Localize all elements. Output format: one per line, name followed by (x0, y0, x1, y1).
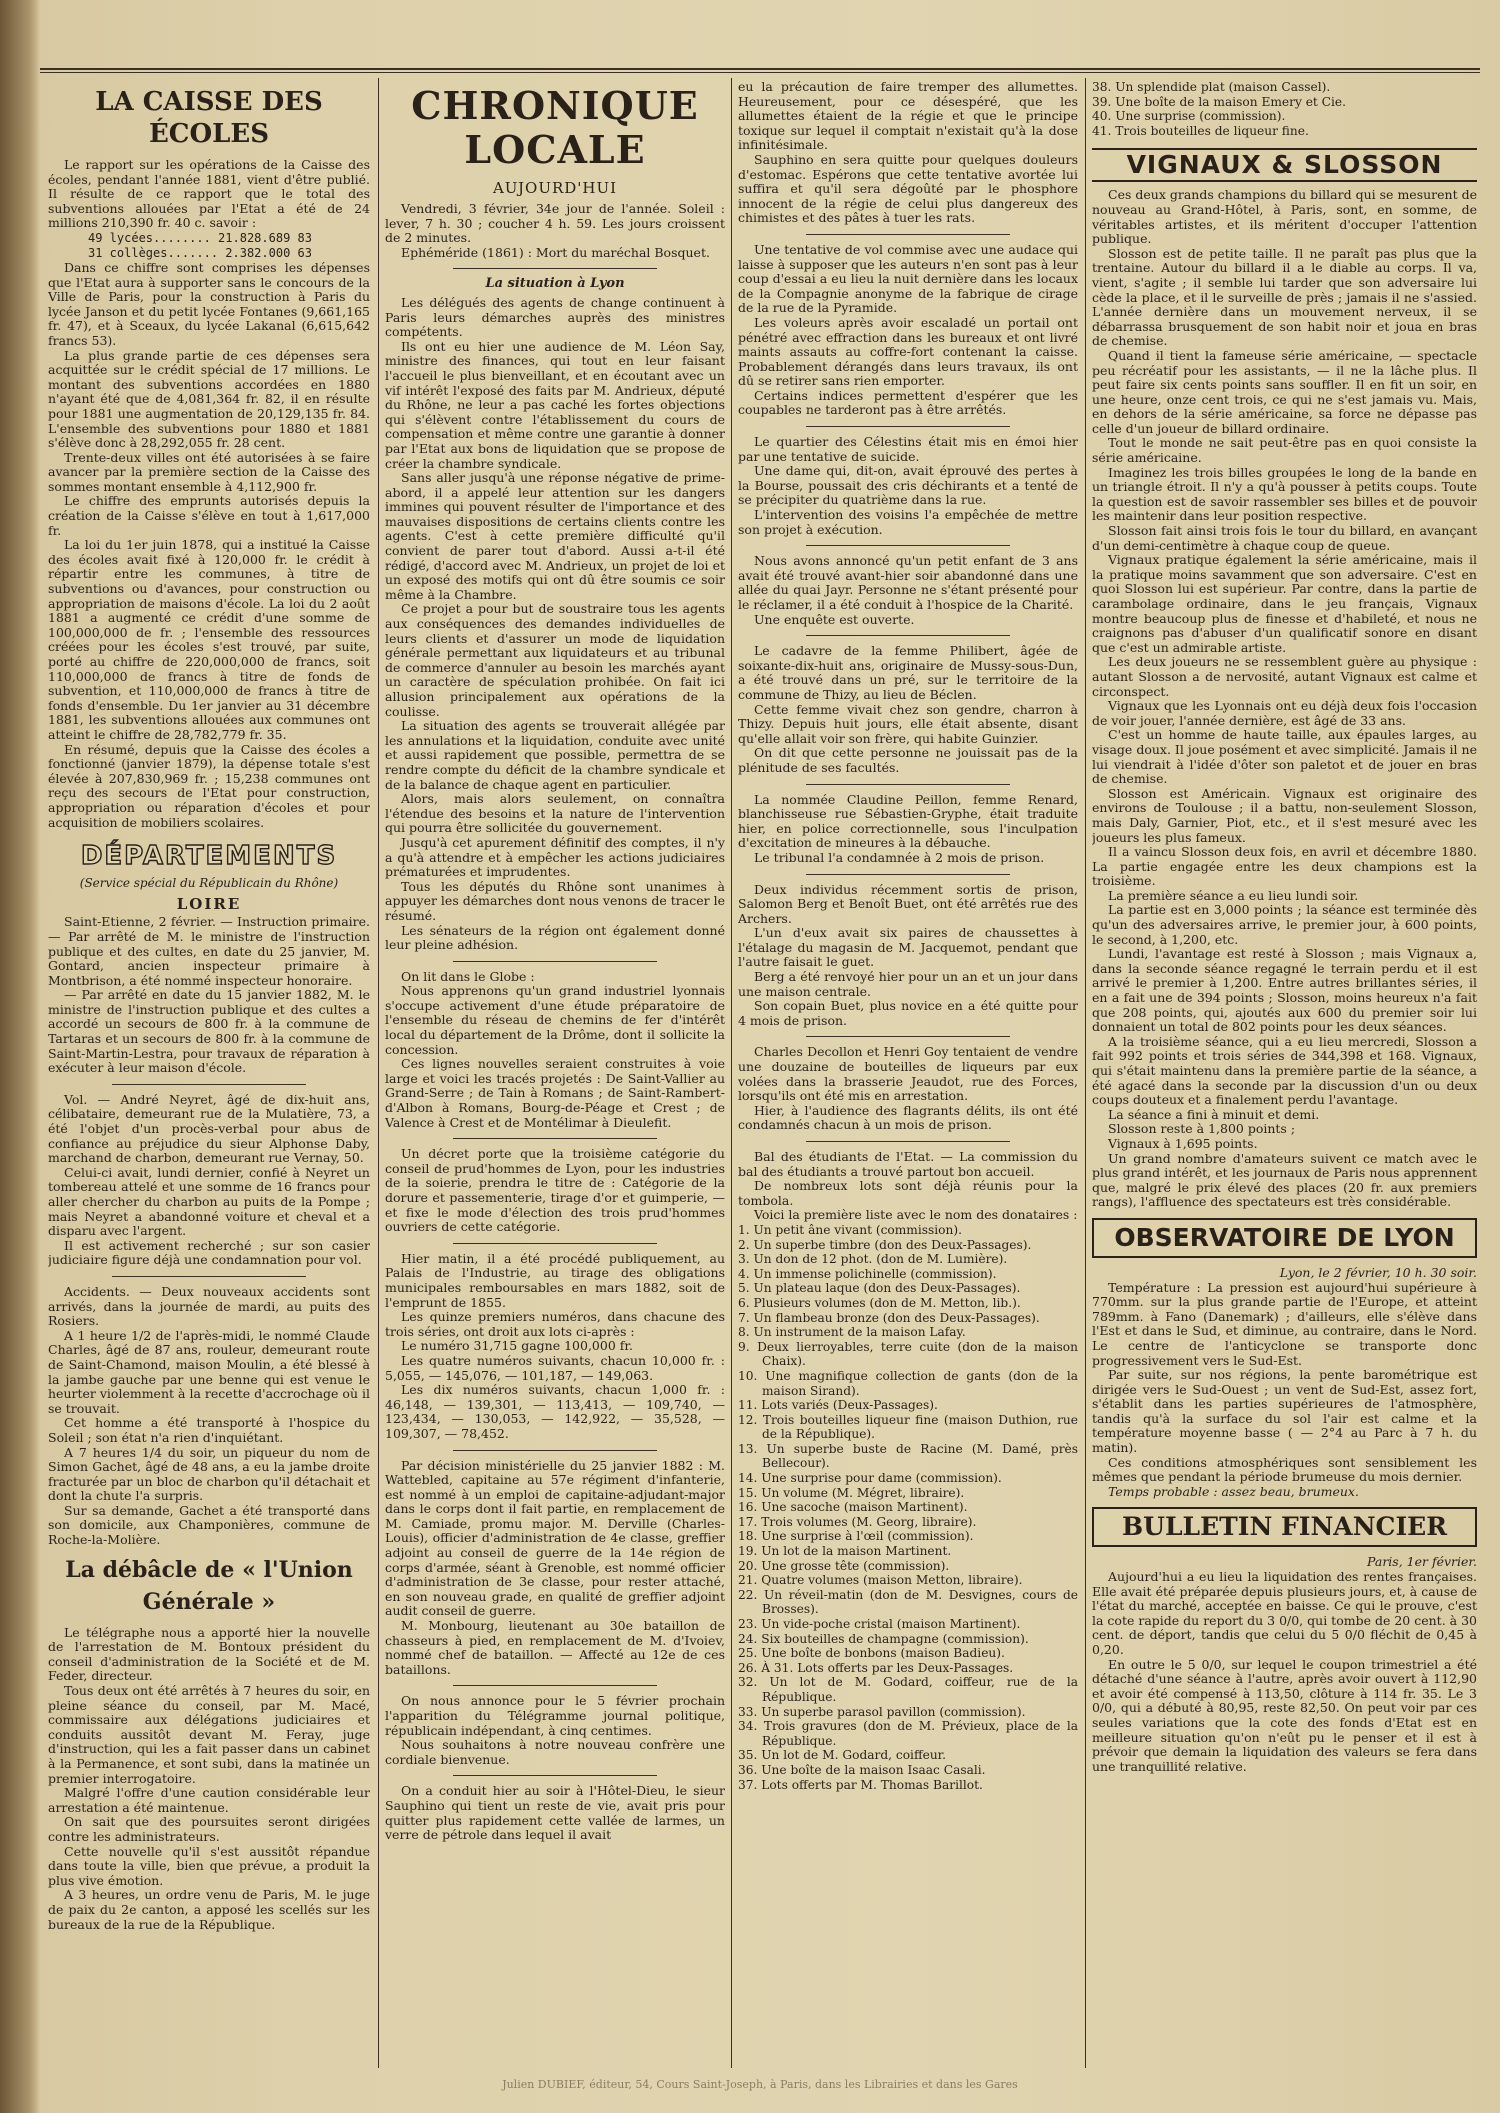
list-item: 41. Trois bouteilles de liqueur fine. (1092, 123, 1309, 138)
separator (806, 1141, 1010, 1142)
list-item: 22. Un réveil-matin (don de M. Desvignes, cours de Brosses). (738, 1587, 1078, 1617)
article-paragraph: A 1 heure 1/2 de l'après-midi, le nommé Claude Charles, âgé de 87 ans, rouleur, demeurant route de Saint-Chamond, maison Moulin, a été blessé à la jambe gauche par une benne qui est venue le heurter violemment à la recette d'accrochage où il se trouvait. (48, 1327, 370, 1416)
list-item: 21. Quatre volumes (maison Metton, libraire). (738, 1573, 1023, 1588)
observatoire-headline: OBSERVATOIRE DE LYON (1092, 1218, 1477, 1258)
article-paragraph: Berg a été renvoyé hier pour un an et un jour dans une maison centrale. (738, 969, 1078, 999)
article-paragraph: Ils ont eu hier une audience de M. Léon Say, ministre des finances, qui tout en leur faisant l'accueil le plus bienveillant, et en écoutant avec un vif intérêt l'exposé des faits par M. Andrieux, député du Rhône, ne leur a pas caché les fortes objections qui s'élèvent contre l'établissement du cours de compensation et même contre une garantie à donner par l'Etat aux bons de liquidation que se propose de créer la chambre syndicale. (385, 338, 725, 471)
article-paragraph: Imaginez les trois billes groupées le long de la bande en un triangle étroit. Il n'y a qu'à pousser à petits coups. Toute la question est de savoir rassembler ses billes et de pouvoir les maintenir dans leur position respective. (1092, 464, 1477, 524)
list-item: 12. Trois bouteilles liqueur fine (maison Duthion, rue de la République). (738, 1412, 1078, 1442)
article-paragraph: Les deux joueurs ne se ressemblent guère au physique : autant Slosson a de nervosité, autant Vignaux est calme et circonspect. (1092, 654, 1477, 699)
list-item: 36. Une boîte de la maison Isaac Casali. (738, 1762, 986, 1777)
list-item: 14. Une surprise pour dame (commission). (738, 1471, 1002, 1486)
article-paragraph: On a conduit hier au soir à l'Hôtel-Dieu, le sieur Sauphino qui tient un reste de vie, avait pris pour quitter plus rapidement cette vallée de larmes, un verre de pétrole dans lequel il avait (385, 1783, 725, 1843)
list-item: 34. Trois gravures (don de M. Prévieux, place de la République. (738, 1719, 1078, 1748)
list-item: 6. Plusieurs volumes (don de M. Metton, lib.). (738, 1295, 1021, 1310)
article-paragraph: Dans ce chiffre sont comprises les dépenses que l'Etat aura à supporter sans le concours de la Ville de Paris, pour la construction à Paris du lycée Janson et du petit lycée Fontanes (9,661,165 fr. 47), et à Sceaux, du lycée Lakanal (6,615,642 francs 53). (48, 259, 370, 348)
list-item: 5. Un plateau laque (don des Deux-Passages). (738, 1281, 1021, 1296)
article-paragraph: Le chiffre des emprunts autorisés depuis la création de la Caisse s'élève en tout à 1,617,000 fr. (48, 493, 370, 538)
article-paragraph: Slosson est de petite taille. Il ne paraît pas plus que la trentaine. Autour du billard il a le diable au corps. Il va, vient, s'agite ; il semble lui tarder que son adversaire lui cède la place, et il le surveille de près ; jamais il ne s'assied. L'année dernière dans un mouvement nerveux, il se débarrassa brusquement de son habit noir et joua en bras de chemise. (1092, 245, 1477, 349)
list-item: 7. Un flambeau bronze (don des Deux-Passages). (738, 1310, 1040, 1325)
article-paragraph: Nous souhaitons à notre nouveau confrère une cordiale bienvenue. (385, 1737, 725, 1767)
article-paragraph: Les voleurs après avoir escaladé un portail ont pénétré avec effraction dans les bureaux et ont livré maints assauts au coffre-fort contenant la caisse. Probablement dérangés dans leurs travaux, ils ont dû se retirer sans rien emporter. (738, 314, 1078, 389)
article-paragraph: On lit dans le Globe : (401, 968, 535, 984)
list-item: 18. Une surprise à l'œil (commission). (738, 1529, 974, 1544)
article-paragraph: En résumé, depuis que la Caisse des écoles a fonctionné (janvier 1879), la dépense totale s'est élevée à 207,830,969 fr. ; 15,238 communes ont reçu des secours de l'Etat pour construction, appropriation ou réparation d'écoles et pour acquisition de mobiliers scolaires. (48, 741, 370, 830)
article-paragraph: La partie est en 3,000 points ; la séance est terminée dès qu'un des adversaires arrive, le premier jour, à 600 points, le second, à 1,200, etc. (1092, 902, 1477, 947)
article-paragraph: Alors, mais alors seulement, on connaîtra l'étendue des besoins et la nature de l'intervention qui pourra être sollicitée du gouvernement. (385, 791, 725, 836)
column-1 (48, 80, 370, 2070)
separator (112, 1276, 305, 1277)
list-item: 2. Un superbe timbre (don des Deux-Passages). (738, 1237, 1032, 1252)
bulletin-headline: BULLETIN FINANCIER (1092, 1507, 1477, 1547)
article-paragraph: Charles Decollon et Henri Goy tentaient de vendre une douzaine de bouteilles de liqueurs par eux volées dans la brasserie Jeaudot, rue des Forces, lorsqu'ils ont été mis en arrestation. (738, 1044, 1078, 1104)
list-item: 26. À 31. Lots offerts par les Deux-Passages. (738, 1660, 1014, 1675)
article-paragraph: Sauphino en sera quitte pour quelques douleurs d'estomac. Espérons que cette tentative avortée lui suffira et qu'il sera dégoûté par le phosphore innocent de la régie de celui plus dangereux des chimistes et des pâtes à tuer les rats. (738, 151, 1078, 226)
article-paragraph: On dit que cette personne ne jouissait pas de la plénitude de ses facultés. (738, 745, 1078, 775)
separator (806, 635, 1010, 636)
observatoire-dateline: Lyon, le 2 février, 10 h. 30 soir. (1279, 1264, 1477, 1280)
list-item: 38. Un splendide plat (maison Cassel). (1092, 80, 1331, 94)
list-item: 37. Lots offerts par M. Thomas Barillot. (738, 1777, 983, 1792)
separator (806, 1036, 1010, 1037)
article-paragraph: Les sénateurs de la région ont également donné leur pleine adhésion. (385, 922, 725, 953)
article-paragraph: L'intervention des voisins l'a empêchée de mettre son projet à exécution. (738, 507, 1078, 537)
article-paragraph: Quand il tient la fameuse série américaine, — spectacle peu récréatif pour les assistants, — il ne la lâche plus. Il peut faire six cents points sans souffler. Il en fit un soir, en une heure, onze cent trois, ce qui ne s'est jamais vu. Mais, en dehors de la série américaine, sa force ne dépasse pas celle d'un joueur de billard ordinaire. (1092, 347, 1477, 436)
article-paragraph: Température : La pression est aujourd'hui supérieure à 770mm. sur la plus grande partie de l'Europe, et atteint 789mm. à Fano (Danemark) ; d'ailleurs, elle s'élève dans l'Est et dans le Sud, et diminue, au contraire, dans le Nord. Le centre de l'anticyclone se transporte donc progressivement vers le Sud-Est. (1092, 1279, 1477, 1368)
article-paragraph: Les quatre numéros suivants, chacun 10,000 fr. : 5,055, — 145,076, — 101,187, — 149,063. (385, 1352, 725, 1383)
tombola-list (738, 1223, 1078, 1792)
article-paragraph: Jusqu'à cet apurement définitif des comptes, il n'y a qu'à attendre et à empêcher les actions judiciaires prématurées et imprudentes. (385, 834, 725, 880)
article-paragraph: La loi du 1er juin 1878, qui a institué la Caisse des écoles avait fixé à 120,000 fr. le crédit à répartir entre les communes, à titre de subventions ou d'avances, pour construction ou appropriation de maisons d'école. La loi du 2 août 1881 a augmenté ce crédit d'une somme de 100,000,000 de fr. ; l'ensemble des ressources créées pour les écoles s'est trouvé, par suite, porté au chiffre de 220,000,000 de francs, soit 110,000,000 de francs à titre de fonds de subvention, et 110,000,000 de francs à titre de fonds d'ensemble. Du 1er janvier au 31 décembre 1881, les subventions allouées aux communes ont atteint le chiffre de 28,782,779 fr. 35. (48, 537, 370, 742)
separator (112, 1084, 305, 1085)
article-paragraph: Vendredi, 3 février, 34e jour de l'année. Soleil : lever, 7 h. 30 ; coucher 4 h. 59. Les jours croissent de 2 minutes. (385, 201, 725, 246)
article-paragraph: A la troisième séance, qui a eu lieu mercredi, Slosson a fait 992 points et trois séries de 344,398 et 168. Vignaux, qui s'était maintenu dans la première partie de la séance, a été agacé dans la seconde par la discussion d'un ou deux coups douteux et a finalement perdu l'avantage. (1092, 1033, 1477, 1108)
article-paragraph: Temps probable : assez beau, brumeux. (1108, 1483, 1359, 1499)
lycees-line: 49 lycées........ 21.828.689 83 (88, 230, 312, 245)
article-paragraph: Voici la première liste avec le nom des donataires : (754, 1207, 1078, 1223)
article-paragraph: Hier matin, il a été procédé publiquement, au Palais de l'Industrie, au tirage des obligations municipales remboursables en mars 1882, soit de l'emprunt de 1855. (385, 1250, 725, 1310)
article-paragraph: — Par arrêté en date du 15 janvier 1882, M. le ministre de l'instruction publique et des cultes a accordé un secours de 800 fr. à la commune de Tartaras et un secours de 800 fr. à la commune de Saint-Martin-Lestra, pour travaux de réparation à exécuter à leur maison d'école. (48, 987, 370, 1076)
article-paragraph: Il a vaincu Slosson deux fois, en avril et décembre 1880. La partie engagée entre les deux champions est la troisième. (1092, 844, 1477, 889)
article-paragraph: Il est activement recherché ; sur son casier judiciaire figure déjà une condamnation pour vol. (48, 1237, 370, 1268)
vignaux-headline: VIGNAUX & SLOSSON (1092, 148, 1477, 182)
article-paragraph: Bal des étudiants de l'Etat. — La commission du bal des étudiants a trouvé partout bon accueil. (738, 1149, 1078, 1179)
tombola-list-continued (1092, 80, 1477, 138)
article-paragraph: En outre le 5 0/0, sur lequel le coupon trimestriel a été détaché d'une séance à l'autre, après avoir ouvert à 112,90 et avoir été compensé à 113,50, clôture à 114 fr. 35. Le 3 0/0, qui a débuté à 80,95, reste 82,50. On peut voir par ces seules variations que la cote des fonds d'Etat est en meilleure situation qu'on n'eût pu le penser et il est à prévoir que demain la liquidation des valeurs se fera dans une tranquillité relative. (1092, 1656, 1477, 1774)
article-paragraph: Le rapport sur les opérations de la Caisse des écoles, pendant l'année 1881, vient d'être publié. Il résulte de ce rapport que le total des subventions allouées par l'Etat a été de 24 millions 210,390 fr. 40 c. savoir : (48, 157, 370, 231)
departements-subtitle: (Service spécial du Républicain du Rhône) (79, 876, 339, 891)
article-paragraph: C'est un homme de haute taille, aux épaules larges, au visage doux. Il joue posément et avec simplicité. Jamais il ne lui viendrait à l'idée d'ôter son paletot et de jouer en bras de chemise. (1092, 727, 1477, 787)
article-paragraph: Le cadavre de la femme Philibert, âgée de soixante-dix-huit ans, originaire de Mussy-sous-Dun, a été trouvé dans un pré, sur le territoire de la commune de Thizy, au lieu de Béclen. (738, 643, 1078, 702)
list-item: 24. Six bouteilles de champagne (commission). (738, 1631, 1029, 1646)
separator (806, 874, 1010, 875)
article-paragraph: Par suite, sur nos régions, la pente barométrique est dirigée vers le Sud-Ouest ; un vent de Sud-Est, assez fort, s'établit dans les parties supérieures de l'atmosphère, tandis qu'à la surface du sol l'air est calme et la température moyenne basse ( — 2°4 au Parc à 7 h. du matin). (1092, 1367, 1477, 1456)
article-paragraph: Un grand nombre d'amateurs suivent ce match avec le plus grand intérêt, et les journaux de Paris nous apprennent que, malgré le prix élevé des places (20 fr. aux premiers rangs), l'affluence des spectateurs est très considérable. (1092, 1150, 1477, 1210)
article-paragraph: Vignaux à 1,695 points. (1108, 1135, 1258, 1151)
list-item: 19. Un lot de la maison Martinent. (738, 1544, 952, 1559)
article-paragraph: Deux individus récemment sortis de prison, Salomon Berg et Benoît Buet, ont été arrêtés rue des Archers. (738, 881, 1078, 926)
separator (453, 268, 657, 269)
article-paragraph: La première séance a eu lieu lundi soir. (1108, 887, 1359, 903)
article-paragraph: Cette nouvelle qu'il s'est aussitôt répandue dans toute la ville, bien que prévue, a produit la plus vive émotion. (48, 1843, 370, 1888)
article-paragraph: Cette femme vivait chez son gendre, charron à Thizy. Depuis huit jours, elle était absente, disant qu'elle allait voir son frère, qui habite Guinzier. (738, 701, 1078, 746)
list-item: 17. Trois volumes (M. Georg, libraire). (738, 1514, 977, 1529)
column-4 (1092, 80, 1477, 2070)
article-paragraph: Sur sa demande, Gachet a été transporté dans son domicile, aux Champonières, commune de Roche-la-Molière. (48, 1502, 370, 1548)
article-paragraph: Vol. — André Neyret, âgé de dix-huit ans, célibataire, demeurant rue de la Mulatière, 73, a été l'objet d'un procès-verbal pour abus de confiance au préjudice du sieur Alphonse Daby, marchand de charbon, demeurant rue Vernay, 50. (48, 1091, 370, 1166)
separator (806, 426, 1010, 427)
loire-heading: LOIRE (176, 894, 242, 913)
list-item: 10. Une magnifique collection de gants (don de la maison Sirand). (738, 1368, 1078, 1398)
article-paragraph: Slosson fait ainsi trois fois le tour du billard, en avançant d'un demi-centimètre à chaque coup de queue. (1092, 523, 1477, 553)
article-paragraph: Son copain Buet, plus novice en a été quitte pour 4 mois de prison. (738, 998, 1078, 1028)
top-rule (40, 68, 1480, 70)
article-paragraph: Les dix numéros suivants, chacun 1,000 fr. : 46,148, — 139,301, — 113,413, — 109,740, — 123,434, — 130,053, — 142,922, — 35,528, — 109,307, — 78,452. (385, 1382, 725, 1441)
article-paragraph: Hier, à l'audience des flagrants délits, ils ont été condamnés chacun à un mois de prison. (738, 1102, 1078, 1133)
article-paragraph: Tout le monde ne sait peut-être pas en quoi consiste la série américaine. (1092, 435, 1477, 466)
article-paragraph: Nous apprenons qu'un grand industriel lyonnais s'occupe activement d'une étude préparatoire de l'ensemble du réseau de chemins de fer d'intérêt local du département de la Drôme, dont il sollicite la concession. (385, 983, 725, 1057)
top-rule-thin (40, 72, 1480, 73)
list-item: 33. Un superbe parasol pavillon (commission). (738, 1704, 1026, 1719)
article-paragraph: Une enquête est ouverte. (754, 611, 915, 627)
article-paragraph: Nous avons annoncé qu'un petit enfant de 3 ans avait été trouvé avant-hier soir abandonné dans une allée du quai Jayr. Personne ne s'étant présenté pour le réclamer, il a été conduit à l'hospice de la Charité. (738, 553, 1078, 612)
list-item: 9. Deux lierroyables, terre cuite (don de la maison Chaix). (738, 1339, 1078, 1369)
list-item: 23. Un vide-poche cristal (maison Martinent). (738, 1617, 1021, 1631)
article-paragraph: Le numéro 31,715 gagne 100,000 fr. (401, 1338, 633, 1354)
article-paragraph: Une dame qui, dit-on, avait éprouvé des pertes à la Bourse, poussait des cris déchirants et a tenté de se précipiter du quatrième dans la rue. (738, 463, 1078, 508)
debacle-headline: La débâcle de « l'Union Générale » (65, 1556, 353, 1615)
footer-imprint: Julien DUBIEF, éditeur, 54, Cours Saint-Joseph, à Paris, dans les Librairies et dans les Gares (502, 2078, 1018, 2091)
article-paragraph: eu la précaution de faire tremper des allumettes. Heureusement, pour ce désespéré, que les allumettes étaient de la régie et que le principe toxique sur lequel il comptait n'existait qu'à la dose infinitésimale. (738, 80, 1078, 153)
article-paragraph: Ces deux grands champions du billard qui se mesurent de nouveau au Grand-Hôtel, à Paris, sont, en somme, de véritables artistes, et ils méritent d'occuper l'attention publique. (1092, 187, 1477, 247)
list-item: 8. Un instrument de la maison Lafay. (738, 1325, 966, 1340)
article-paragraph: De nombreux lots sont déjà réunis pour la tombola. (738, 1178, 1078, 1208)
article-paragraph: Le quartier des Célestins était mis en émoi hier par une tentative de suicide. (738, 434, 1078, 464)
article-paragraph: Ces conditions atmosphériques sont sensiblement les mêmes que pendant la période brumeuse du mois dernier. (1092, 1454, 1477, 1485)
article-paragraph: Tous deux ont été arrêtés à 7 heures du soir, en pleine séance du conseil, par M. Macé, commissaire aux délégations judiciaires et conduits aussitôt devant M. Feray, juge d'instruction, qui les a fait passer dans un cabinet à la Permanence, et sont subi, dans la matinée un premier interrogatoire. (48, 1683, 370, 1786)
list-item: 13. Un superbe buste de Racine (M. Damé, près Bellecour). (738, 1441, 1078, 1471)
aujourdhui-heading: AUJOURD'HUI (492, 179, 618, 197)
list-item: 25. Une boîte de bonbons (maison Badieu). (738, 1646, 1005, 1661)
separator (453, 1775, 657, 1776)
list-item: 40. Une surprise (commission). (1092, 109, 1286, 124)
article-paragraph: Par décision ministérielle du 25 janvier 1882 : M. Wattebled, capitaine au 57e régiment d'infanterie, est nommé à un emploi de capitaine-adjudant-major dans le corps dont il fait partie, en remplacement de M. Camiade, promu major. M. Derville (Charles-Louis), officier d'administration de 4e classe, greffier adjoint au conseil de guerre de la 14e région de corps d'armée, séant à Grenoble, est nommé officier d'administration de 3e classe, pour rester attaché, en son nouveau grade, en qualité de greffier adjoint audit conseil de guerre. (385, 1457, 725, 1619)
article-paragraph: Tous les députés du Rhône sont unanimes à appuyer les démarches dont nous venons de tracer le résumé. (385, 878, 725, 923)
list-item: 3. Un don de 12 phot. (don de M. Lumière). (738, 1252, 1008, 1267)
article-paragraph: Sans aller jusqu'à une réponse négative de prime-abord, il a appelé leur attention sur les dangers immines qui pouvent résulter de l'importance et des mauvaises dispositions de certains clients contre les agents. C'est à cette première difficulté qu'il convient de parer tout d'abord. Aussi a-t-il été rédigé, d'accord avec M. Andrieux, un projet de loi et un exposé des motifs qui ont dû être soumis ce soir même à la Chambre. (385, 470, 725, 602)
list-item: 20. Une grosse tête (commission). (738, 1558, 950, 1573)
article-paragraph: A 3 heures, un ordre venu de Paris, M. le juge de paix du 2e canton, a apposé les scellés sur les bureaux de la rue de la République. (48, 1887, 370, 1932)
list-item: 35. Un lot de M. Godard, coiffeur. (738, 1748, 947, 1763)
article-paragraph: L'un d'eux avait six paires de chaussettes à l'étalage du magasin de M. Jacquemot, pendant que l'autre faisait le guet. (738, 925, 1078, 970)
bulletin-dateline: Paris, 1er février. (1367, 1554, 1477, 1570)
article-paragraph: Les délégués des agents de change continuent à Paris leurs démarches auprès des ministres compétents. (385, 294, 725, 340)
situation-heading: La situation à Lyon (485, 276, 625, 292)
colleges-line: 31 collèges....... 2.382.000 63 (88, 245, 312, 260)
article-paragraph: A 7 heures 1/4 du soir, un piqueur du nom de Simon Gachet, âgé de 48 ans, a eu la jambe droite fracturée par un bloc de charbon qu'il détachait et dont la chute l'a surpris. (48, 1444, 370, 1504)
article-paragraph: Lundi, l'avantage est resté à Slosson ; mais Vignaux a, dans la seconde séance regagné le terrain perdu et il est arrivé le premier à 1,200. Entre autres brillantes séries, il en a fait une de 394 points ; Slosson, moins heureux n'a fait que 208 points, qui, ajoutés aux 600 du premier soir lui donnaient un total de 802 points pour les deux séances. (1092, 946, 1477, 1035)
article-paragraph: Ces lignes nouvelles seraient construites à voie large et voici les tracés projetés : De Saint-Vallier au Grand-Serre ; de Tain à Romans ; de Saint-Rambert-d'Albon à Romans, Bourg-de-Péage et Crest ; de Valence à Crest et de Montélimar à Dieulefit. (385, 1056, 725, 1130)
article-paragraph: Trente-deux villes ont été autorisées à se faire avancer par la première section de la Caisse des sommes montant ensemble à 4,112,900 fr. (48, 449, 370, 494)
article-paragraph: Slosson reste à 1,800 points ; (1108, 1121, 1296, 1137)
separator (806, 784, 1010, 785)
article-paragraph: Saint-Etienne, 2 février. — Instruction primaire. — Par arrêté de M. le ministre de l'instruction publique et des cultes, en date du 25 janvier, M. Gontard, ancien inspecteur primaire à Montbrison, a été nommé inspecteur honoraire. (48, 914, 370, 988)
article-paragraph: M. Monbourg, lieutenant au 30e bataillon de chasseurs à pied, en remplacement de M. d'Ivoiev, nommé chef de bataillon. — Affecté au 12e de ces bataillons. (385, 1618, 725, 1677)
article-paragraph: Accidents. — Deux nouveaux accidents sont arrivés, dans la journée de mardi, au puits des Rosiers. (48, 1283, 370, 1329)
article-paragraph: Celui-ci avait, lundi dernier, confié à Neyret un tombereau attelé et une somme de 16 francs pour aller chercher du charbon au puits de la Pompe ; mais Neyret a abandonné voiture et cheval et a disparu avec l'argent. (48, 1164, 370, 1239)
separator (453, 961, 657, 962)
departements-headline: DÉPARTEMENTS (80, 841, 338, 872)
separator (453, 1243, 657, 1244)
article-paragraph: On nous annonce pour le 5 février prochain l'apparition du Télégramme journal politique, républicain indépendant, à cinq centimes. (385, 1693, 725, 1738)
article-paragraph: Ephéméride (1861) : Mort du maréchal Bosquet. (401, 244, 710, 260)
article-paragraph: Aujourd'hui a eu lieu la liquidation des rentes françaises. Elle avait été préparée depuis plusieurs jours, et, à cause de l'état du marché, acceptée en baisse. Ce qui le prouve, c'est la cote rapide du report du 3 0/0, qui tombe de 20 cent. à 30 cent. de déport, tandis que celui du 5 0/0 fléchit de 0,45 à 0,20. (1092, 1569, 1477, 1657)
list-item: 11. Lots variés (Deux-Passages). (738, 1398, 938, 1413)
article-paragraph: Une tentative de vol commise avec une audace qui laisse à supposer que les auteurs n'en sont pas à leur coup d'essai a eu lieu la nuit dernière dans les locaux de la Compagnie anonyme de la fabrique de cirage de la rue de la Pyramide. (738, 241, 1078, 316)
article-paragraph: Un décret porte que la troisième catégorie du conseil de prud'hommes de Lyon, pour les industries de la soierie, prendra le titre de : Catégorie de la dorure et passementerie, tirage d'or et guimperie, — et fixe le mode d'élection des trois prud'hommes ouvriers de cette catégorie. (385, 1146, 725, 1235)
article-paragraph: Vignaux que les Lyonnais ont eu déjà deux fois l'occasion de voir jouer, l'année dernière, est âgé de 33 ans. (1092, 698, 1477, 728)
page-binding-edge (0, 0, 40, 2113)
list-item: 16. Une sacoche (maison Martinent). (738, 1500, 968, 1515)
separator (453, 1138, 657, 1139)
column-3 (738, 80, 1078, 2070)
article-paragraph: Vignaux pratique également la série américaine, mais il la pratique moins savamment que son adversaire. C'est en quoi Slosson lui est supérieur. Par contre, dans la partie de carambolage ordinaire, dans le jeu français, Vignaux montre beaucoup plus de finesse et d'habileté, et nous ne craignons pas d'abuser d'un qualificatif sonore en disant que c'est un admirable artiste. (1092, 552, 1477, 655)
list-item: 1. Un petit âne vivant (commission). (738, 1222, 962, 1237)
article-paragraph: Cet homme a été transporté à l'hospice du Soleil ; son état n'a rien d'inquiétant. (48, 1415, 370, 1445)
article-paragraph: Les quinze premiers numéros, dans chacune des trois séries, ont droit aux lots ci-après : (385, 1309, 725, 1339)
article-paragraph: Le tribunal l'a condamnée à 2 mois de prison. (754, 849, 1045, 865)
caisse-headline: LA CAISSE DES ÉCOLES (95, 87, 323, 149)
article-paragraph: La séance a fini à minuit et demi. (1108, 1106, 1320, 1122)
list-item: 32. Un lot de M. Godard, coiffeur, rue de la République. (738, 1675, 1078, 1704)
column-divider (1085, 78, 1086, 2068)
column-divider (731, 78, 732, 2068)
separator (806, 545, 1010, 546)
article-paragraph: On sait que des poursuites seront dirigées contre les administrateurs. (48, 1814, 370, 1844)
article-paragraph: Le télégraphe nous a apporté hier la nouvelle de l'arrestation de M. Bontoux président du conseil d'administration de la Société et de M. Feder, directeur. (48, 1624, 370, 1684)
column-divider (378, 78, 379, 2068)
list-item: 15. Un volume (M. Mégret, libraire). (738, 1485, 965, 1500)
separator (806, 234, 1010, 235)
list-item: 39. Une boîte de la maison Emery et Cie. (1092, 94, 1346, 109)
article-paragraph: Certains indices permettent d'espérer que les coupables ne tarderont pas à être arrêtés. (738, 387, 1078, 418)
chronique-headline: CHRONIQUE LOCALE (411, 83, 699, 172)
article-paragraph: La plus grande partie de ces dépenses sera acquittée sur le crédit spécial de 17 millions. Le montant des subventions accordées en 1880 n'ayant été que de 4,081,364 fr. 82, il en résulte pour 1881 une augmentation de 20,129,135 fr. 84. L'ensemble des subventions pour 1880 et 1881 s'élève donc à 28,292,055 fr. 28 cent. (48, 347, 370, 451)
article-paragraph: Ce projet a pour but de soustraire tous les agents aux conséquences des demandes individuelles de leurs clients et d'assurer un mode de liquidation générale permettant aux liquidateurs et au tribunal de commerce d'annuler au besoin les marchés ayant un caractère de spéculation prohibée. On fait ici allusion principalement aux opérations de la coulisse. (385, 601, 725, 719)
article-paragraph: La nommée Claudine Peillon, femme Renard, blanchisseuse rue Sébastien-Gryphe, était traduite hier, en police correctionnelle, sous l'inculpation d'excitation de mineures à la débauche. (738, 791, 1078, 851)
article-paragraph: La situation des agents se trouverait allégée par les annulations et la liquidation, conduite avec unité et aussi rapidement que possible, permettra de se rendre compte du déficit de la chambre syndicale et de la balance de chaque agent en particulier. (385, 718, 725, 792)
article-paragraph: Slosson est Américain. Vignaux est originaire des environs de Toulouse ; il a battu, non-seulement Slosson, mais Daly, Garnier, Piot, etc., et il s'est mesuré avec les joueurs les plus fameux. (1092, 785, 1477, 845)
separator (453, 1450, 657, 1451)
separator (453, 1685, 657, 1686)
column-2 (385, 80, 725, 2070)
article-paragraph: Malgré l'offre d'une caution considérable leur arrestation a été maintenue. (48, 1785, 370, 1815)
list-item: 4. Un immense polichinelle (commission). (738, 1266, 997, 1281)
